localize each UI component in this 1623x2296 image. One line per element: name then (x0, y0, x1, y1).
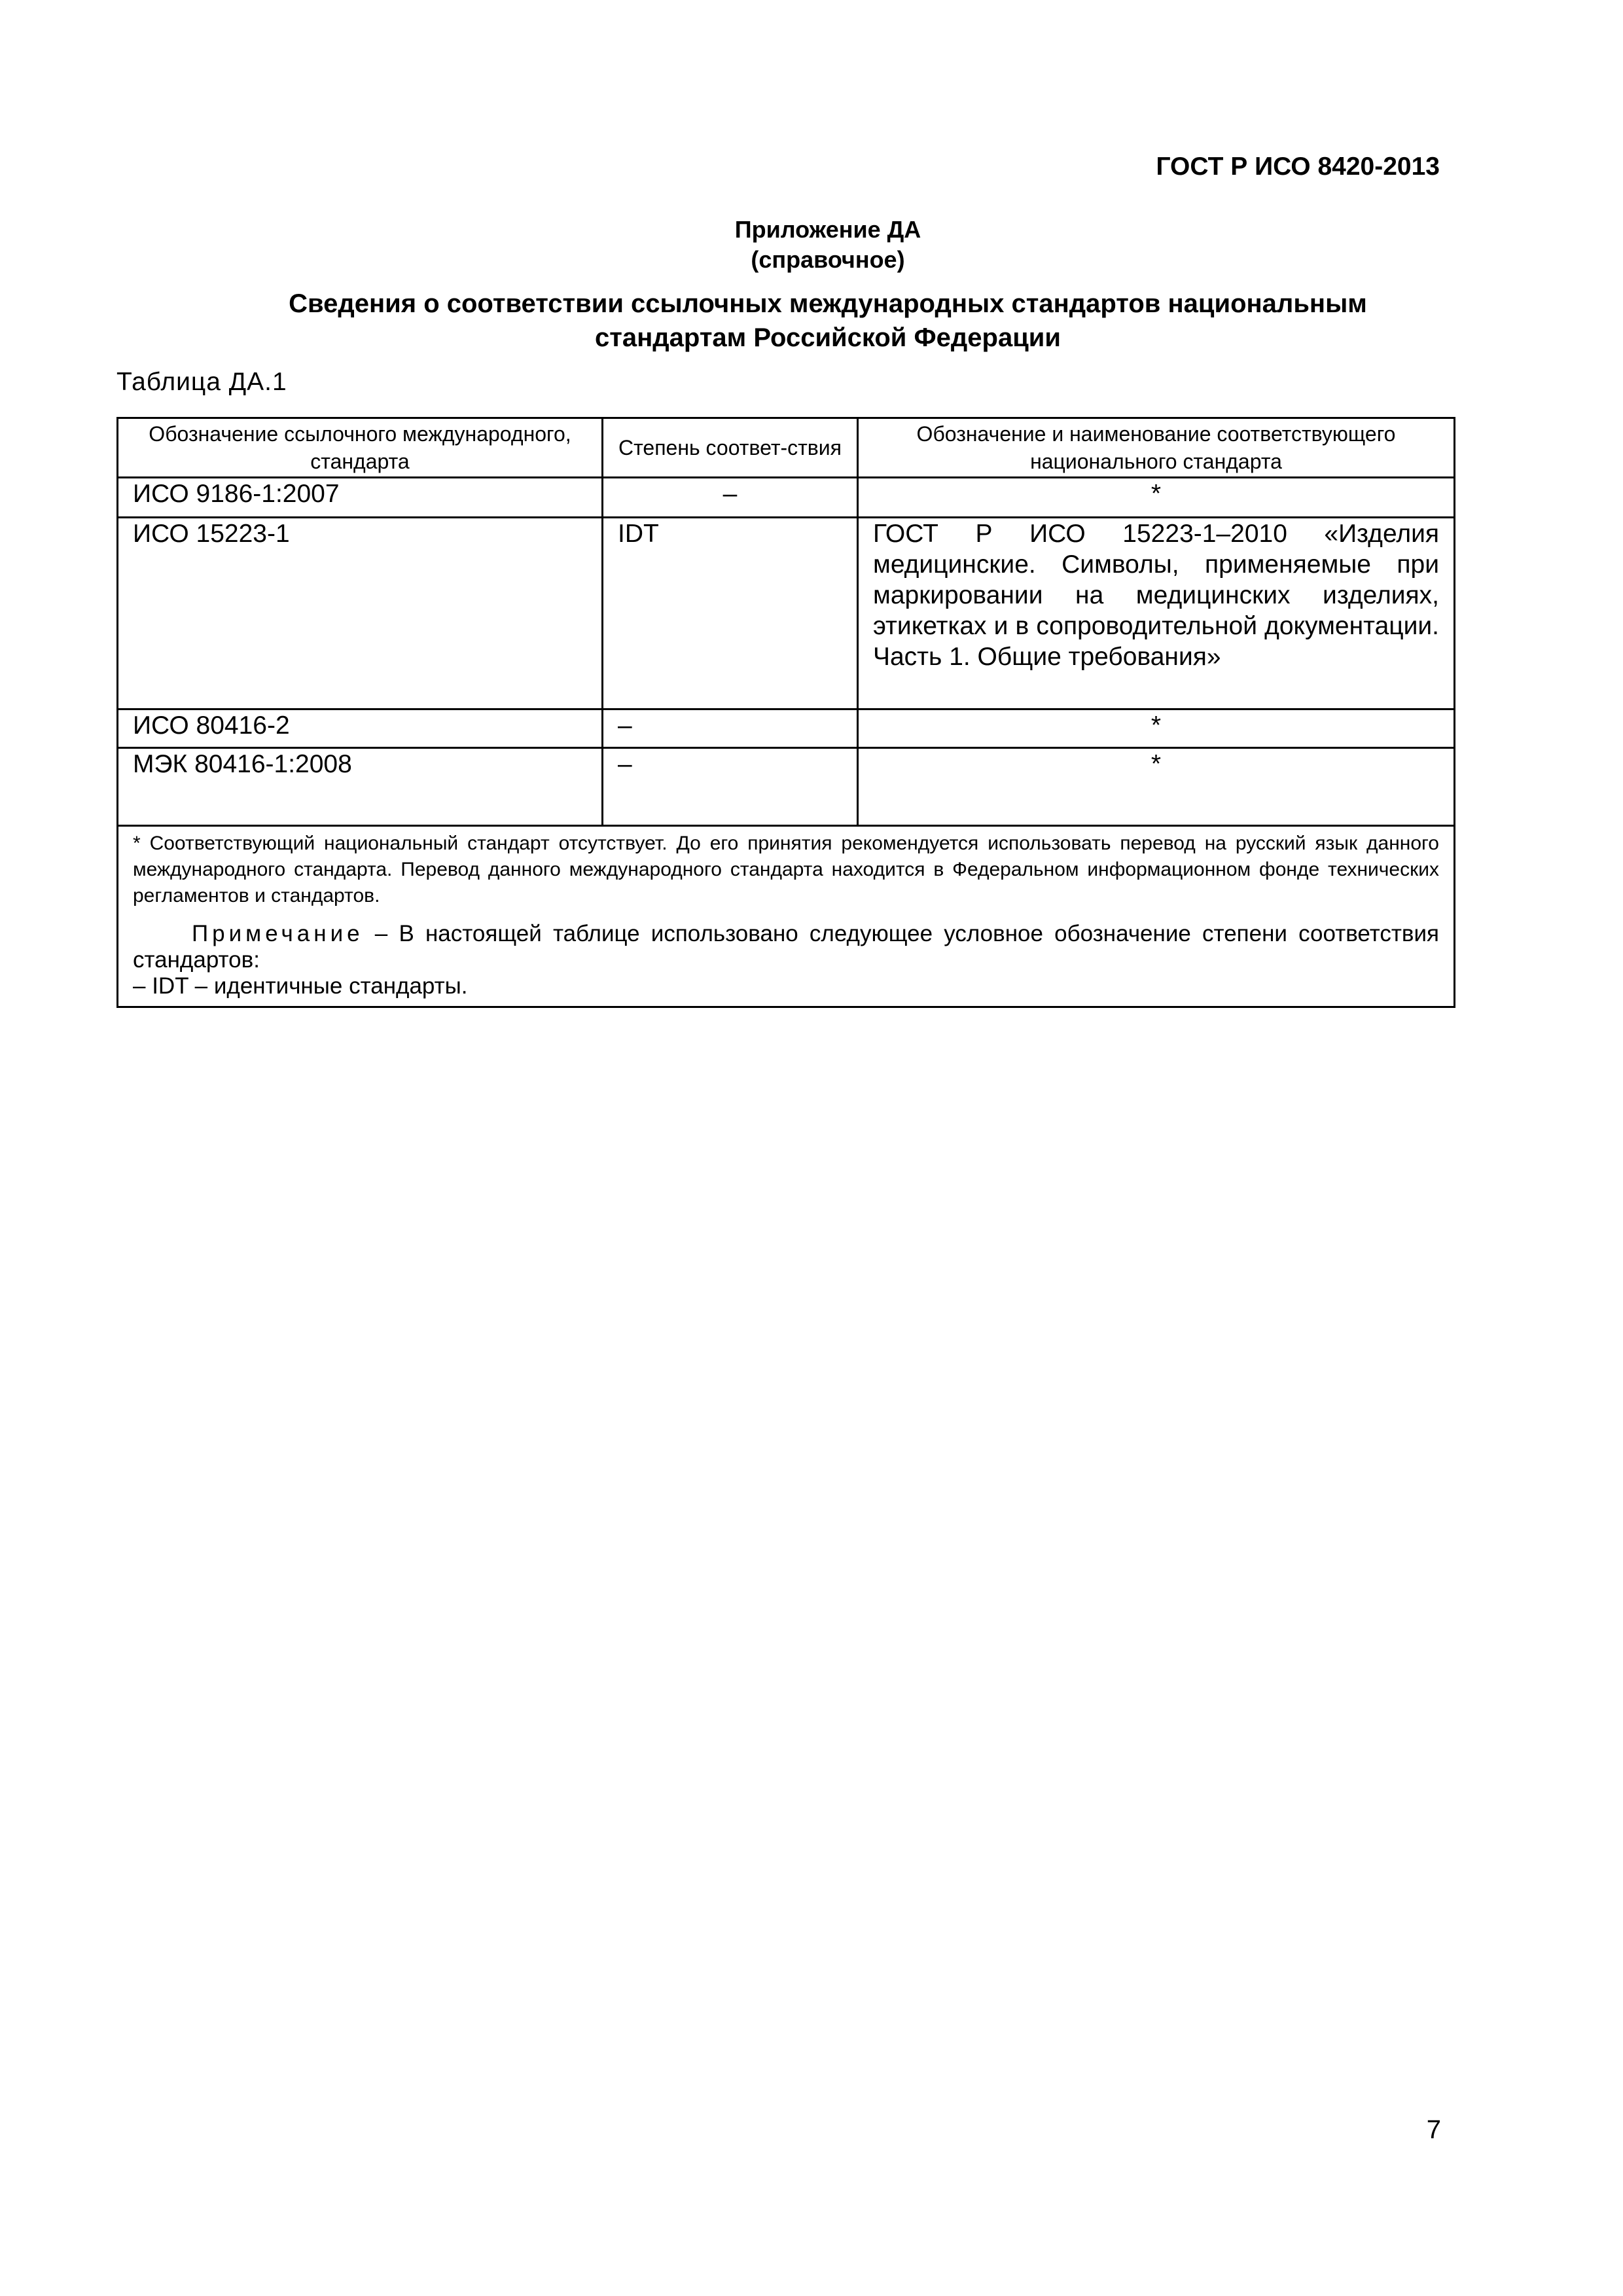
document-code: ГОСТ Р ИСО 8420-2013 (1156, 152, 1440, 181)
section-heading-line-1: Сведения о соответствии ссылочных международных стандартов национальным (289, 289, 1367, 318)
appendix-subtitle: (справочное) (751, 246, 905, 273)
appendix-title-block (0, 215, 1623, 275)
column-header-national-label: Обозначение и наименование соответствующего национального стандарта (916, 422, 1396, 473)
table-note (133, 921, 1439, 999)
cell-degree: IDT (603, 518, 858, 709)
page-number: 7 (1426, 2115, 1441, 2144)
table-footer-row (118, 826, 1455, 1007)
cell-national: * (858, 748, 1455, 826)
correspondence-table (116, 417, 1455, 1008)
column-header-degree (603, 418, 858, 478)
section-heading-line-2: стандартам Российской Федерации (595, 323, 1061, 352)
cell-national: * (858, 478, 1455, 518)
note-item: – IDT – идентичные стандарты. (133, 973, 468, 999)
note-label: Примечание (192, 921, 364, 946)
column-header-ref-label: Обозначение ссылочного международного, стандарта (149, 422, 571, 473)
cell-ref: ИСО 80416-2 (118, 709, 603, 748)
cell-ref: ИСО 15223-1 (118, 518, 603, 709)
table-header-row (118, 418, 1455, 478)
column-header-national (858, 418, 1455, 478)
column-header-degree-label: Степень соответ-ствия (618, 436, 842, 459)
cell-degree: – (603, 748, 858, 826)
table-row (118, 709, 1455, 748)
cell-degree: – (603, 709, 858, 748)
cell-national: ГОСТ Р ИСО 15223-1–2010 «Изделия медицинские. Символы, применяемые при маркировании на медицинских изделиях, этикетках и в сопроводительной документации. Часть 1. Общие требования» (858, 518, 1455, 709)
table-footnote: * Соответствующий национальный стандарт отсутствует. До его принятия рекомендуется использовать перевод на русский язык данного международного стандарта. Перевод данного международного стандарта находится в Федеральном информационном фонде технических регламентов и стандартов. (133, 833, 1439, 906)
cell-degree: – (603, 478, 858, 518)
column-header-ref (118, 418, 603, 478)
cell-ref: МЭК 80416-1:2008 (118, 748, 603, 826)
table-row (118, 748, 1455, 826)
section-heading (0, 287, 1623, 355)
table-row (118, 478, 1455, 518)
cell-ref: ИСО 9186-1:2007 (118, 478, 603, 518)
appendix-title: Приложение ДА (734, 216, 921, 243)
table-footer (118, 826, 1455, 1007)
table-caption: Таблица ДА.1 (116, 368, 287, 396)
cell-national: * (858, 709, 1455, 748)
note-text: – В настоящей таблице использовано следующее условное обозначение степени соответствия стандартов: (133, 921, 1439, 973)
table-row (118, 518, 1455, 709)
